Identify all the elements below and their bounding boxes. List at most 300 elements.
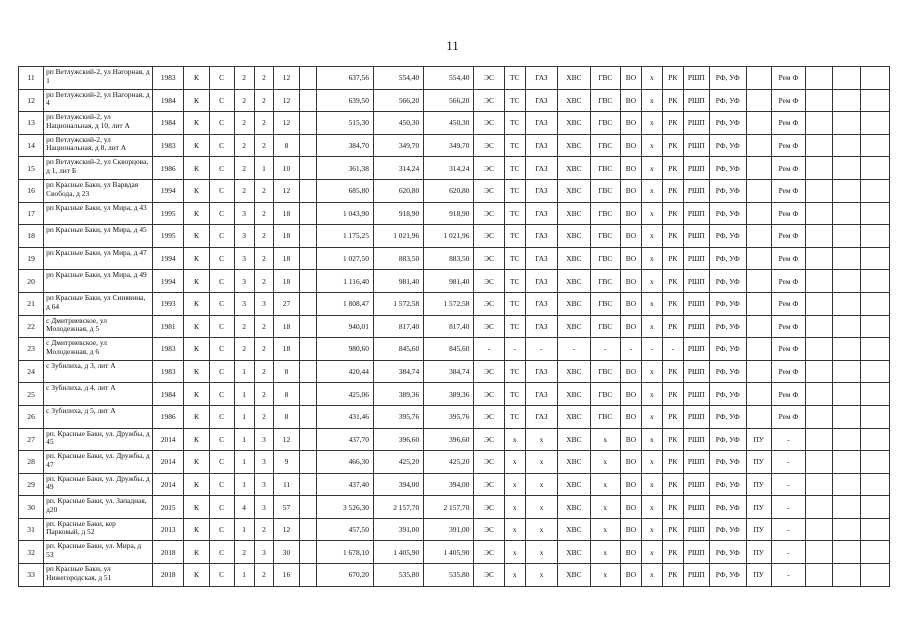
blank-col-1 bbox=[806, 157, 833, 180]
metering bbox=[746, 247, 771, 270]
wall-type: К bbox=[184, 315, 209, 338]
table-row bbox=[19, 496, 890, 519]
residential-area: 391,00 bbox=[424, 518, 474, 541]
blank-col-1 bbox=[806, 179, 833, 202]
blank-col-3 bbox=[860, 157, 889, 180]
address: рп. Красные Баки, ул. Мира, д 53 bbox=[44, 541, 153, 564]
utility-gas: ГАЗ bbox=[525, 405, 557, 428]
facade-repair: РФ, УФ bbox=[709, 270, 746, 293]
roof-repair: РК bbox=[662, 89, 683, 112]
total-area: 420,44 bbox=[317, 360, 374, 383]
wall-type: К bbox=[184, 89, 209, 112]
blank-col-3 bbox=[860, 270, 889, 293]
utility-gas: ГАЗ bbox=[525, 67, 557, 90]
utility-gas: ГАЗ bbox=[525, 360, 557, 383]
category: С bbox=[209, 496, 234, 519]
blank-col-3 bbox=[860, 112, 889, 135]
utility-cold-water: ХВС bbox=[558, 134, 590, 157]
utility-hot-water: х bbox=[590, 451, 620, 474]
utility-hot-water: ГВС bbox=[590, 179, 620, 202]
roof-repair: РК bbox=[662, 315, 683, 338]
build-year: 2015 bbox=[153, 496, 184, 519]
roof-repair: РК bbox=[662, 451, 683, 474]
roof-repair: РК bbox=[662, 134, 683, 157]
residential-area: 817,40 bbox=[424, 315, 474, 338]
basement-repair: РШП bbox=[683, 179, 709, 202]
facade-repair: РФ, УФ bbox=[709, 157, 746, 180]
total-area: 1 175,25 bbox=[317, 225, 374, 248]
residential-area: 883,50 bbox=[424, 247, 474, 270]
page-number: 11 bbox=[446, 38, 459, 53]
metering bbox=[746, 270, 771, 293]
blank-col-2 bbox=[833, 360, 860, 383]
residential-area: 1 572,58 bbox=[424, 292, 474, 315]
total-area: 940,01 bbox=[317, 315, 374, 338]
utility-other: х bbox=[641, 473, 662, 496]
utility-hot-water: ГВС bbox=[590, 383, 620, 406]
residential-area: 2 157,70 bbox=[424, 496, 474, 519]
table-row bbox=[19, 112, 890, 135]
metering: ПУ bbox=[746, 451, 771, 474]
blank-col-2 bbox=[833, 541, 860, 564]
roof-repair: РК bbox=[662, 518, 683, 541]
utility-hot-water: ГВС bbox=[590, 157, 620, 180]
address: рп Ветлужский-2, ул Скворцова, д 1, лит Б bbox=[44, 157, 153, 180]
wall-type: К bbox=[184, 134, 209, 157]
metering bbox=[746, 179, 771, 202]
basement-repair: РШП bbox=[683, 134, 709, 157]
utility-other: х bbox=[641, 270, 662, 293]
utility-electric: ЭС bbox=[474, 225, 504, 248]
utility-electric: ЭС bbox=[474, 315, 504, 338]
blank-col-2 bbox=[833, 292, 860, 315]
utility-other: х bbox=[641, 202, 662, 225]
extra-col bbox=[299, 67, 317, 90]
wall-type: К bbox=[184, 428, 209, 451]
roof-repair: - bbox=[662, 338, 683, 361]
facade-repair: РФ, УФ bbox=[709, 451, 746, 474]
roof-repair: РК bbox=[662, 202, 683, 225]
residential-area: 566,20 bbox=[424, 89, 474, 112]
row-number: 28 bbox=[19, 451, 44, 474]
wall-type: К bbox=[184, 202, 209, 225]
living-area: 1 572,58 bbox=[373, 292, 423, 315]
roof-repair: РК bbox=[662, 270, 683, 293]
utility-heat: х bbox=[504, 496, 525, 519]
roof-repair: РК bbox=[662, 496, 683, 519]
roof-repair: РК bbox=[662, 157, 683, 180]
category: С bbox=[209, 541, 234, 564]
total-area: 457,50 bbox=[317, 518, 374, 541]
utility-sewage: ВО bbox=[620, 270, 641, 293]
build-year: 1983 bbox=[153, 134, 184, 157]
category: С bbox=[209, 360, 234, 383]
residential-area: 1 405,90 bbox=[424, 541, 474, 564]
utility-cold-water: - bbox=[558, 338, 590, 361]
utility-cold-water: ХВС bbox=[558, 405, 590, 428]
blank-col-3 bbox=[860, 405, 889, 428]
extra-col bbox=[299, 134, 317, 157]
utility-gas: х bbox=[525, 564, 557, 587]
living-area: 535,80 bbox=[373, 564, 423, 587]
facade-repair: РФ, УФ bbox=[709, 134, 746, 157]
table-row bbox=[19, 67, 890, 90]
blank-col-1 bbox=[806, 496, 833, 519]
apartments: 12 bbox=[274, 518, 299, 541]
entrances: 2 bbox=[254, 179, 274, 202]
blank-col-2 bbox=[833, 247, 860, 270]
utility-electric: ЭС bbox=[474, 451, 504, 474]
extra-col bbox=[299, 89, 317, 112]
apartments: 18 bbox=[274, 202, 299, 225]
utility-electric: ЭС bbox=[474, 202, 504, 225]
utility-cold-water: ХВС bbox=[558, 225, 590, 248]
utility-cold-water: ХВС bbox=[558, 315, 590, 338]
utility-sewage: ВО bbox=[620, 292, 641, 315]
foundation-repair: Рем Ф bbox=[771, 315, 806, 338]
roof-repair: РК bbox=[662, 247, 683, 270]
extra-col bbox=[299, 292, 317, 315]
facade-repair: РФ, УФ bbox=[709, 112, 746, 135]
utility-hot-water: х bbox=[590, 496, 620, 519]
living-area: 554,40 bbox=[373, 67, 423, 90]
address: рп Красные Баки, ул Мира, д 49 bbox=[44, 270, 153, 293]
metering bbox=[746, 225, 771, 248]
utility-hot-water: ГВС bbox=[590, 315, 620, 338]
utility-other: х bbox=[641, 541, 662, 564]
entrances: 2 bbox=[254, 315, 274, 338]
wall-type: К bbox=[184, 67, 209, 90]
living-area: 1 405,90 bbox=[373, 541, 423, 564]
total-area: 1 808,47 bbox=[317, 292, 374, 315]
blank-col-2 bbox=[833, 405, 860, 428]
address: рп. Красные Баки, кер Парковый, д 52 bbox=[44, 518, 153, 541]
blank-col-1 bbox=[806, 360, 833, 383]
blank-col-2 bbox=[833, 202, 860, 225]
utility-hot-water: ГВС bbox=[590, 247, 620, 270]
wall-type: К bbox=[184, 157, 209, 180]
utility-gas: х bbox=[525, 451, 557, 474]
extra-col bbox=[299, 428, 317, 451]
utility-other: х bbox=[641, 496, 662, 519]
basement-repair: РШП bbox=[683, 518, 709, 541]
roof-repair: РК bbox=[662, 564, 683, 587]
living-area: 883,50 bbox=[373, 247, 423, 270]
table-row bbox=[19, 338, 890, 361]
utility-hot-water: х bbox=[590, 518, 620, 541]
utility-electric: ЭС bbox=[474, 428, 504, 451]
utility-electric: ЭС bbox=[474, 179, 504, 202]
build-year: 1993 bbox=[153, 292, 184, 315]
utility-other: - bbox=[641, 338, 662, 361]
foundation-repair: - bbox=[771, 428, 806, 451]
basement-repair: РШП bbox=[683, 89, 709, 112]
living-area: 349,70 bbox=[373, 134, 423, 157]
total-area: 639,50 bbox=[317, 89, 374, 112]
housing-register-table bbox=[18, 66, 890, 587]
facade-repair: РФ, УФ bbox=[709, 225, 746, 248]
build-year: 2014 bbox=[153, 473, 184, 496]
blank-col-3 bbox=[860, 292, 889, 315]
facade-repair: РФ, УФ bbox=[709, 89, 746, 112]
wall-type: К bbox=[184, 179, 209, 202]
utility-cold-water: ХВС bbox=[558, 247, 590, 270]
utility-gas: х bbox=[525, 428, 557, 451]
facade-repair: РФ, УФ bbox=[709, 179, 746, 202]
utility-sewage: - bbox=[620, 338, 641, 361]
foundation-repair: - bbox=[771, 564, 806, 587]
address: рп Красные Баки, ул Нижегородская, д 51 bbox=[44, 564, 153, 587]
apartments: 12 bbox=[274, 67, 299, 90]
row-number: 23 bbox=[19, 338, 44, 361]
table-row bbox=[19, 134, 890, 157]
metering bbox=[746, 338, 771, 361]
blank-col-1 bbox=[806, 89, 833, 112]
blank-col-1 bbox=[806, 428, 833, 451]
utility-sewage: ВО bbox=[620, 315, 641, 338]
utility-electric: ЭС bbox=[474, 270, 504, 293]
floors: 2 bbox=[234, 134, 254, 157]
basement-repair: РШП bbox=[683, 157, 709, 180]
utility-hot-water: ГВС bbox=[590, 292, 620, 315]
basement-repair: РШП bbox=[683, 202, 709, 225]
total-area: 515,30 bbox=[317, 112, 374, 135]
category: С bbox=[209, 564, 234, 587]
total-area: 437,40 bbox=[317, 473, 374, 496]
utility-other: х bbox=[641, 247, 662, 270]
address: рп Ветлужский-2, ул Национальная, д 8, лит А bbox=[44, 134, 153, 157]
metering bbox=[746, 360, 771, 383]
apartments: 18 bbox=[274, 247, 299, 270]
basement-repair: РШП bbox=[683, 67, 709, 90]
facade-repair: РФ, УФ bbox=[709, 564, 746, 587]
utility-cold-water: ХВС bbox=[558, 67, 590, 90]
roof-repair: РК bbox=[662, 360, 683, 383]
entrances: 2 bbox=[254, 518, 274, 541]
foundation-repair: Рем Ф bbox=[771, 292, 806, 315]
utility-heat: ТС bbox=[504, 405, 525, 428]
metering bbox=[746, 383, 771, 406]
residential-area: 450,30 bbox=[424, 112, 474, 135]
utility-hot-water: ГВС bbox=[590, 405, 620, 428]
extra-col bbox=[299, 247, 317, 270]
blank-col-3 bbox=[860, 179, 889, 202]
entrances: 3 bbox=[254, 451, 274, 474]
residential-area: 554,40 bbox=[424, 67, 474, 90]
apartments: 10 bbox=[274, 157, 299, 180]
utility-hot-water: ГВС bbox=[590, 112, 620, 135]
blank-col-3 bbox=[860, 541, 889, 564]
living-area: 845,60 bbox=[373, 338, 423, 361]
entrances: 2 bbox=[254, 338, 274, 361]
category: С bbox=[209, 451, 234, 474]
utility-other: х bbox=[641, 383, 662, 406]
apartments: 8 bbox=[274, 360, 299, 383]
utility-gas: ГАЗ bbox=[525, 292, 557, 315]
entrances: 2 bbox=[254, 405, 274, 428]
table-row bbox=[19, 247, 890, 270]
roof-repair: РК bbox=[662, 428, 683, 451]
category: С bbox=[209, 112, 234, 135]
facade-repair: РФ, УФ bbox=[709, 67, 746, 90]
total-area: 1 043,90 bbox=[317, 202, 374, 225]
row-number: 16 bbox=[19, 179, 44, 202]
foundation-repair: Рем Ф bbox=[771, 89, 806, 112]
facade-repair: РФ, УФ bbox=[709, 247, 746, 270]
blank-col-1 bbox=[806, 383, 833, 406]
living-area: 2 157,70 bbox=[373, 496, 423, 519]
utility-electric: ЭС bbox=[474, 89, 504, 112]
wall-type: К bbox=[184, 225, 209, 248]
residential-area: 384,74 bbox=[424, 360, 474, 383]
utility-gas: ГАЗ bbox=[525, 383, 557, 406]
basement-repair: РШП bbox=[683, 315, 709, 338]
extra-col bbox=[299, 383, 317, 406]
apartments: 12 bbox=[274, 89, 299, 112]
blank-col-2 bbox=[833, 564, 860, 587]
floors: 1 bbox=[234, 518, 254, 541]
utility-sewage: ВО bbox=[620, 473, 641, 496]
build-year: 1994 bbox=[153, 270, 184, 293]
row-number: 29 bbox=[19, 473, 44, 496]
entrances: 2 bbox=[254, 202, 274, 225]
utility-cold-water: ХВС bbox=[558, 451, 590, 474]
utility-cold-water: ХВС bbox=[558, 360, 590, 383]
foundation-repair: Рем Ф bbox=[771, 383, 806, 406]
floors: 3 bbox=[234, 202, 254, 225]
utility-cold-water: ХВС bbox=[558, 270, 590, 293]
blank-col-3 bbox=[860, 315, 889, 338]
utility-cold-water: ХВС bbox=[558, 496, 590, 519]
metering bbox=[746, 67, 771, 90]
row-number: 33 bbox=[19, 564, 44, 587]
floors: 2 bbox=[234, 338, 254, 361]
utility-heat: х bbox=[504, 541, 525, 564]
residential-area: 620,80 bbox=[424, 179, 474, 202]
utility-electric: ЭС bbox=[474, 564, 504, 587]
row-number: 17 bbox=[19, 202, 44, 225]
living-area: 918,90 bbox=[373, 202, 423, 225]
residential-area: 394,00 bbox=[424, 473, 474, 496]
foundation-repair: Рем Ф bbox=[771, 202, 806, 225]
foundation-repair: Рем Ф bbox=[771, 225, 806, 248]
utility-heat: ТС bbox=[504, 89, 525, 112]
utility-sewage: ВО bbox=[620, 451, 641, 474]
utility-other: х bbox=[641, 89, 662, 112]
facade-repair: РФ, УФ bbox=[709, 473, 746, 496]
blank-col-2 bbox=[833, 451, 860, 474]
utility-gas: ГАЗ bbox=[525, 315, 557, 338]
blank-col-1 bbox=[806, 202, 833, 225]
blank-col-1 bbox=[806, 518, 833, 541]
living-area: 394,00 bbox=[373, 473, 423, 496]
blank-col-3 bbox=[860, 518, 889, 541]
utility-electric: ЭС bbox=[474, 405, 504, 428]
build-year: 2014 bbox=[153, 428, 184, 451]
extra-col bbox=[299, 405, 317, 428]
utility-sewage: ВО bbox=[620, 179, 641, 202]
utility-heat: ТС bbox=[504, 315, 525, 338]
total-area: 670,20 bbox=[317, 564, 374, 587]
roof-repair: РК bbox=[662, 541, 683, 564]
floors: 2 bbox=[234, 315, 254, 338]
address: с Зубилиха, д 3, лит А bbox=[44, 360, 153, 383]
foundation-repair: Рем Ф bbox=[771, 157, 806, 180]
build-year: 1984 bbox=[153, 383, 184, 406]
utility-heat: ТС bbox=[504, 383, 525, 406]
extra-col bbox=[299, 202, 317, 225]
utility-gas: - bbox=[525, 338, 557, 361]
facade-repair: РФ, УФ bbox=[709, 428, 746, 451]
blank-col-1 bbox=[806, 473, 833, 496]
address: рп Красные Баки, ул Мира, д 47 bbox=[44, 247, 153, 270]
basement-repair: РШП bbox=[683, 428, 709, 451]
utility-hot-water: ГВС bbox=[590, 89, 620, 112]
blank-col-2 bbox=[833, 315, 860, 338]
blank-col-1 bbox=[806, 292, 833, 315]
roof-repair: РК bbox=[662, 292, 683, 315]
wall-type: К bbox=[184, 112, 209, 135]
apartments: 8 bbox=[274, 405, 299, 428]
blank-col-1 bbox=[806, 315, 833, 338]
row-number: 22 bbox=[19, 315, 44, 338]
blank-col-3 bbox=[860, 473, 889, 496]
basement-repair: РШП bbox=[683, 496, 709, 519]
total-area: 437,70 bbox=[317, 428, 374, 451]
apartments: 57 bbox=[274, 496, 299, 519]
apartments: 12 bbox=[274, 428, 299, 451]
utility-hot-water: ГВС bbox=[590, 202, 620, 225]
extra-col bbox=[299, 360, 317, 383]
residential-area: 349,70 bbox=[424, 134, 474, 157]
address: рп. Красные Баки, ул. Дружбы, д 45 bbox=[44, 428, 153, 451]
entrances: 2 bbox=[254, 134, 274, 157]
utility-heat: ТС bbox=[504, 270, 525, 293]
blank-col-3 bbox=[860, 202, 889, 225]
address: с Дмитриевское, ул Молодежная, д 5 bbox=[44, 315, 153, 338]
category: С bbox=[209, 473, 234, 496]
metering: ПУ bbox=[746, 564, 771, 587]
apartments: 12 bbox=[274, 179, 299, 202]
metering bbox=[746, 157, 771, 180]
utility-other: х bbox=[641, 292, 662, 315]
utility-heat: ТС bbox=[504, 247, 525, 270]
living-area: 981,40 bbox=[373, 270, 423, 293]
utility-electric: ЭС bbox=[474, 67, 504, 90]
blank-col-3 bbox=[860, 564, 889, 587]
category: С bbox=[209, 292, 234, 315]
extra-col bbox=[299, 315, 317, 338]
utility-electric: ЭС bbox=[474, 247, 504, 270]
address: рп Красные Баки, ул Мира, д 43 bbox=[44, 202, 153, 225]
utility-sewage: ВО bbox=[620, 89, 641, 112]
residential-area: 1 021,96 bbox=[424, 225, 474, 248]
floors: 3 bbox=[234, 247, 254, 270]
utility-sewage: ВО bbox=[620, 428, 641, 451]
row-number: 20 bbox=[19, 270, 44, 293]
utility-electric: ЭС bbox=[474, 157, 504, 180]
residential-area: 395,76 bbox=[424, 405, 474, 428]
utility-electric: ЭС bbox=[474, 292, 504, 315]
foundation-repair: Рем Ф bbox=[771, 270, 806, 293]
residential-area: 425,20 bbox=[424, 451, 474, 474]
wall-type: К bbox=[184, 247, 209, 270]
blank-col-2 bbox=[833, 179, 860, 202]
wall-type: К bbox=[184, 451, 209, 474]
address: рп Ветлужский-2, ул Национальная, д 10, лит А bbox=[44, 112, 153, 135]
metering bbox=[746, 405, 771, 428]
apartments: 11 bbox=[274, 473, 299, 496]
